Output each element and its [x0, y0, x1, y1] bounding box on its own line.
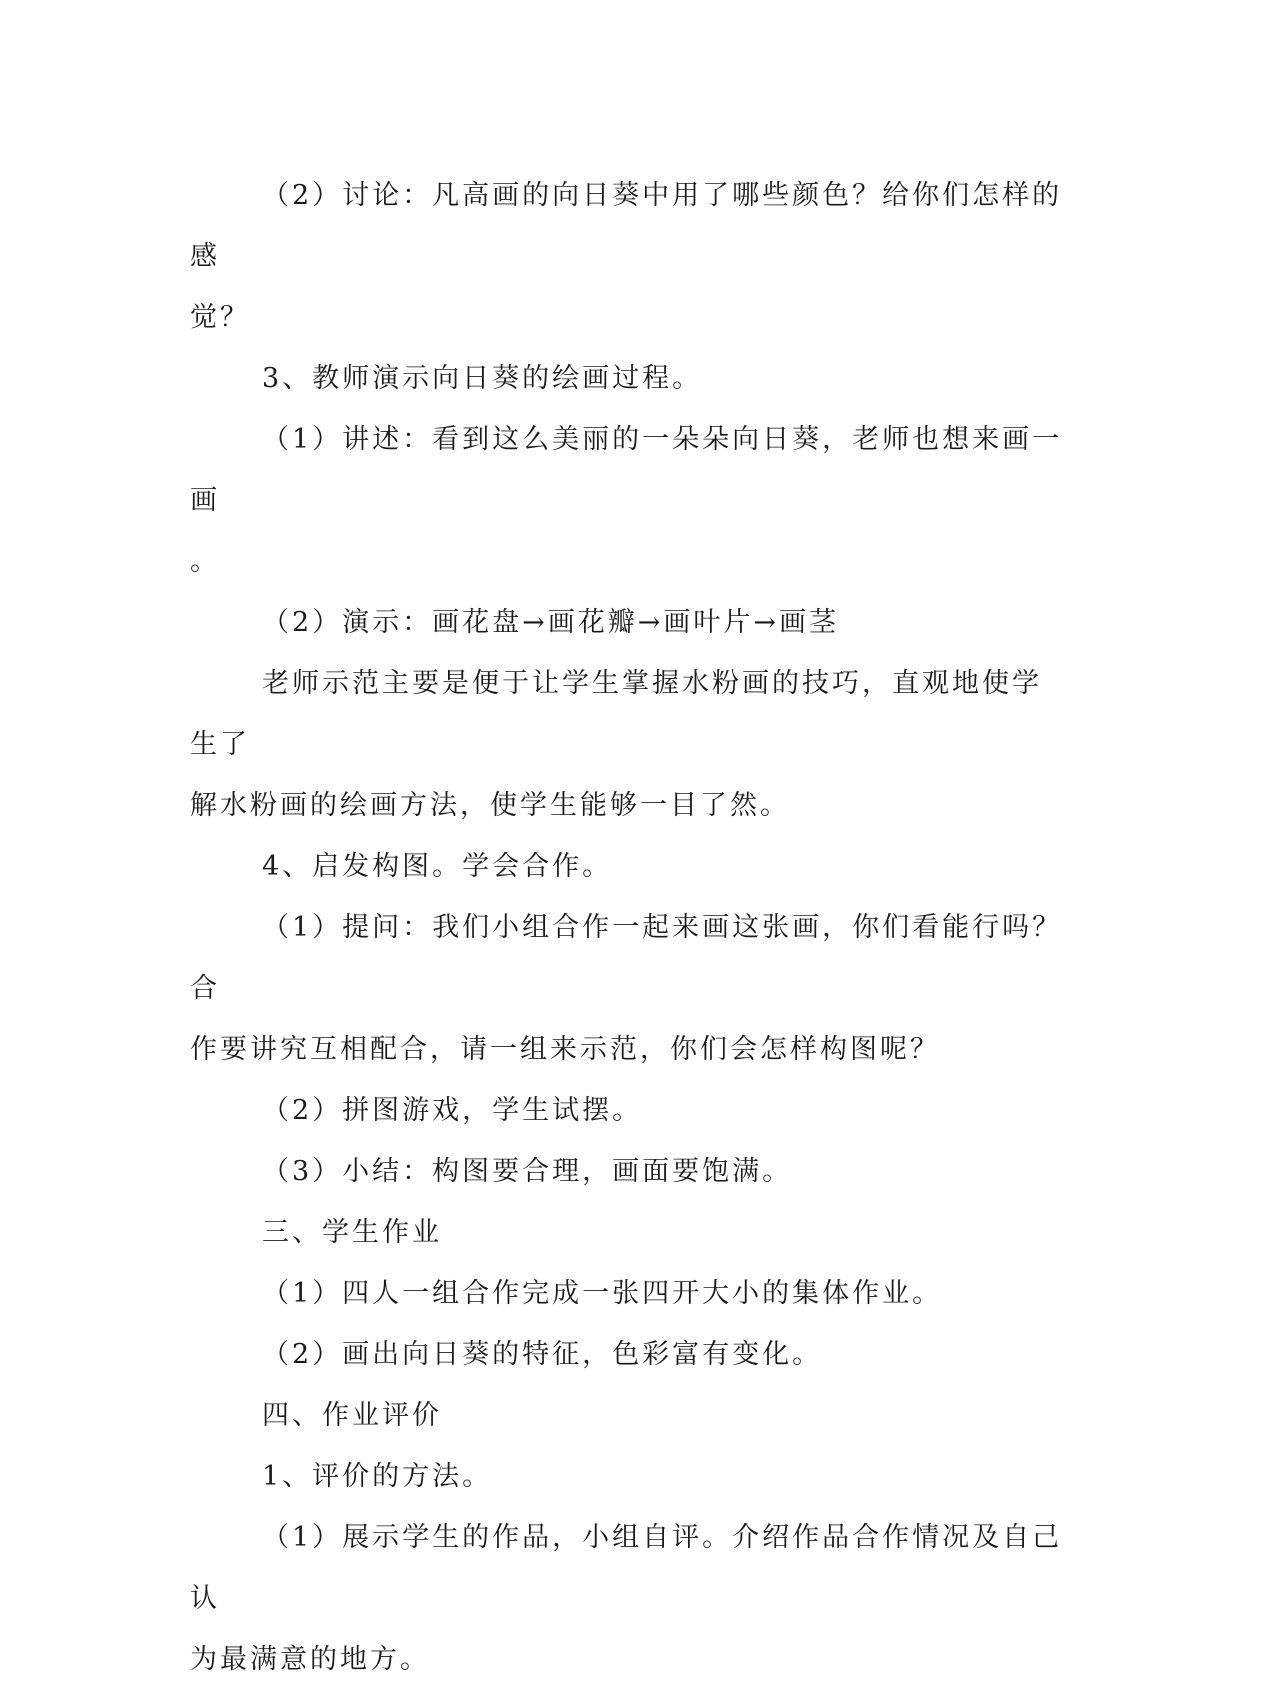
paragraph-demo-steps: [190, 592, 1070, 653]
section-heading-student-work: [190, 1202, 1070, 1263]
paragraph-line: （2）画出向日葵的特征，色彩富有变化。: [262, 1339, 823, 1370]
paragraph-puzzle-game: [190, 1080, 1070, 1141]
paragraph-line: （2）拼图游戏，学生试摆。: [262, 1095, 643, 1126]
section-heading-demo: [190, 348, 1070, 409]
paragraph-group-work: [190, 1263, 1070, 1324]
paragraph-line: 3、教师演示向日葵的绘画过程。: [262, 363, 703, 394]
paragraph-line: 三、学生作业: [262, 1217, 442, 1248]
section-heading-evaluation: [190, 1385, 1070, 1446]
paragraph-question: [190, 897, 1070, 1080]
paragraph-line: 为最满意的地方。: [190, 1644, 430, 1675]
document-body: [190, 165, 1070, 1690]
paragraph-line: （1）四人一组合作完成一张四开大小的集体作业。: [262, 1278, 943, 1309]
paragraph-line: 作要讲究互相配合，请一组来示范，你们会怎样构图呢？: [190, 1034, 940, 1065]
paragraph-line: （2）讨论：凡高画的向日葵中用了哪些颜色？给你们怎样的感: [190, 180, 1063, 272]
paragraph-line: 觉？: [190, 302, 250, 333]
section-heading-composition: [190, 836, 1070, 897]
paragraph-line: 4、启发构图。学会合作。: [262, 851, 613, 882]
paragraph-features: [190, 1324, 1070, 1385]
paragraph-show-works: [190, 1507, 1070, 1690]
section-heading-evaluation-method: [190, 1446, 1070, 1507]
paragraph-teacher-demo-purpose: [190, 653, 1070, 836]
paragraph-line: 四、作业评价: [262, 1400, 442, 1431]
paragraph-line: 老师示范主要是便于让学生掌握水粉画的技巧，直观地使学生了: [190, 668, 1042, 760]
paragraph-line: 。: [190, 546, 220, 577]
paragraph-line: （1）展示学生的作品，小组自评。介绍作品合作情况及自己认: [190, 1522, 1063, 1614]
paragraph-line: （2）演示：画花盘→画花瓣→画叶片→画茎: [262, 607, 840, 638]
paragraph-line: （3）小结：构图要合理，画面要饱满。: [262, 1156, 793, 1187]
paragraph-narration: [190, 409, 1070, 592]
paragraph-discussion-colors: [190, 165, 1070, 348]
paragraph-summary: [190, 1141, 1070, 1202]
paragraph-line: （1）提问：我们小组合作一起来画这张画，你们看能行吗？合: [190, 912, 1063, 1004]
paragraph-line: （1）讲述：看到这么美丽的一朵朵向日葵，老师也想来画一画: [190, 424, 1063, 516]
paragraph-line: 1、评价的方法。: [262, 1461, 493, 1492]
paragraph-line: 解水粉画的绘画方法，使学生能够一目了然。: [190, 790, 790, 821]
